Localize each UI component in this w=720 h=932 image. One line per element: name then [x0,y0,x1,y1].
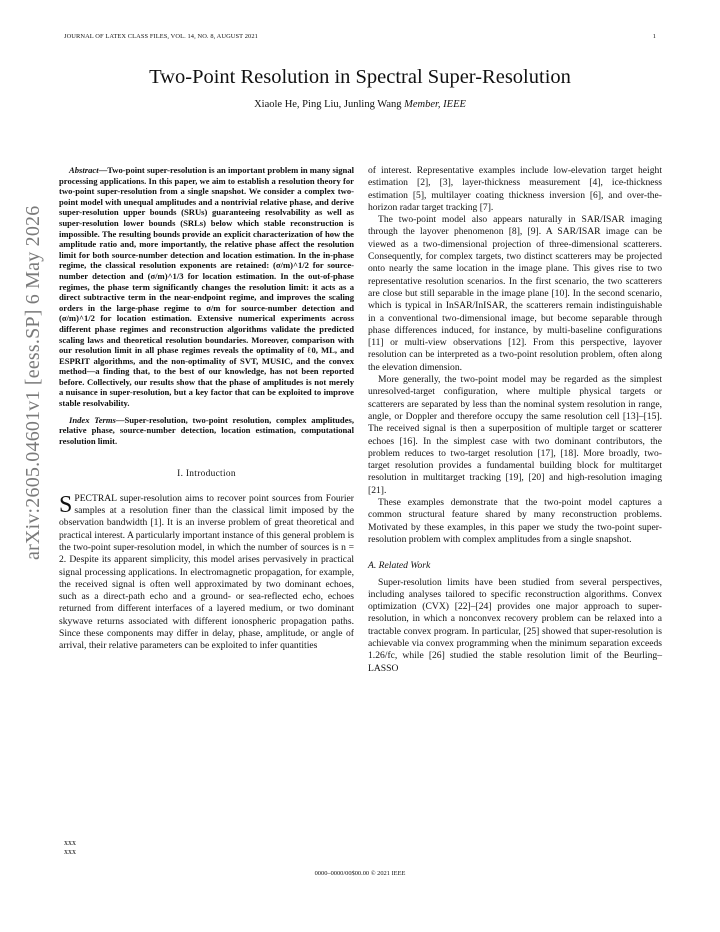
placeholder-line: xxx [64,847,76,856]
journal-name: JOURNAL OF LATEX CLASS FILES, VOL. 14, NO. 8, AUGUST 2021 [64,33,258,40]
intro-paragraph-4: These examples demonstrate that the two-point model captures a common structural feature shared by many reconstruction problems. Motivated by these examples, in this paper we study the two-point super-resolution problem with complex amplitudes from a single snapshot. [368,497,662,545]
paper-title: Two-Point Resolution in Spectral Super-Resolution [149,66,571,88]
copyright-footer: 0000–0000/00$00.00 © 2021 IEEE [314,870,406,877]
intro-paragraph-1 [59,493,354,653]
abstract-label: Abstract [69,165,99,175]
index-terms [59,415,354,447]
running-header [64,33,656,45]
section-heading-introduction: I. Introduction [177,469,236,480]
drop-cap: S [59,491,73,518]
right-column [368,165,662,675]
placeholder-lines [64,838,76,856]
index-terms-text: —Super-resolution, two-point resolution, complex amplitudes, relative phase, source-number detection, location estimation, computational resolution limit. [59,414,355,446]
abstract-text: —Two-point super-resolution is an important problem in many signal processing applications. In this paper, we aim to establish a resolution theory for two-point super-resolution from a single snapshot. We consider a complex two-point model with unequal amplitudes and a nontrivial relative phase, and derive super-resolution upper bounds (SRUs) guaranteeing resolvability as well as super-resolution lower bounds (SRLs) below which stable reconstruction is impossible. The resulting bounds provide an explicit characterization of how the amplitude ratio and, more importantly, the relative phase affect the resolution limit for both source-number detection and location estimation. In the in-phase regime, the classical resolution exponents are retained: (σ/m)^1/2 for source-number detection and (σ/m)^1/3 for location estimation. In the out-of-phase regimes, the phase term significantly changes the resolution limit: it acts as a direct subtractive term in the near-endpoint regime, and improves the scaling orders in the large-phase regime to σ/m for source-number detection and (σ/m)^1/2 for location estimation. Extensive numerical experiments across different phase regimes and reconstruction algorithms validate the predicted scaling laws and theoretical resolution boundaries. Moreover, comparison with our resolution limit in all phase regimes reveals the optimality of ℓ0, ML, and ESPRIT algorithms, and the non-optimality of SVT, MUSIC, and the convex method—a finding that, to the best of our knowledge, has not been reported before. Collectively, our results show that the phase of amplitudes is not merely a nuisance in super-resolution, but a key factor that can be exploited to improve stable resolvability. [59,165,354,409]
page-number: 1 [652,33,656,40]
arxiv-identifier: arXiv:2605.04601v1 [eess.SP] 6 May 2026 [22,205,44,560]
intro-paragraph-1-continued: of interest. Representative examples include low-elevation target height estimation [2], [3], layer-thickness measurement [4], ice-thickness estimation [5], multilayer coating thickness inversion [6], and over-the-horizon radar target tracking [7]. [368,165,662,213]
related-work-paragraph-1: Super-resolution limits have been studied from several perspectives, including analyses tailored to specific reconstruction algorithms. Convex optimization (CVX) [22]–[24] provides one major approach to super-resolution, in which a nonconvex recovery problem can be relaxed into a tractable convex program. In particular, [25] showed that super-resolution is achievable via convex programming when the minimum separation exceeds 1.26/fc, while [26] studied the stable resolution limit of the Beurling–LASSO [368,576,662,674]
subsection-heading-related-work: A. Related Work [368,560,431,572]
author-line [0,99,720,110]
author-names: Xiaole He, Ping Liu, Junling Wang [254,99,402,110]
intro-paragraph-1-text: PECTRAL super-resolution aims to recover point sources from Fourier samples at a resolution finer than the classical limit imposed by the observation bandwidth [1]. It is an inverse problem of great theoretical and practical interest. A particularly important instance of this general problem is the two-point super-resolution model, in which the number of sources is n = 2. Despite its apparent simplicity, this model arises pervasively in practical signal processing applications. In electromagnetic propagation, for example, the received signal is often well approximated by two dominant echoes, such as a direct-path echo and a ground- or sea-reflected echo, echoes returned from different interfaces of a layered medium, or two dominant skywave returns associated with different ionospheric propagation paths. Since these components may differ in delay, phase, amplitude, or angle of arrival, their relative parameters can be exploited to infer quantities [59,492,354,652]
left-column [59,165,354,653]
index-terms-label: Index Terms [69,414,116,425]
intro-paragraph-3: More generally, the two-point model may be regarded as the simplest unresolved-target configuration, where multiple physical targets or scatterers are separated by less than the nominal system resolution in range, angle, or Doppler and therefore occupy the same resolution cell [13]–[15]. The received signal is then a superposition of multiple target or scatterer echoes [16]. In the simplest case with two dominant contributors, the problem reduces to two-target resolution [17], [18]. More broadly, two-target resolution provides a fundamental building block for multitarget resolution in multitarget tracking [19], [20] and high-resolution imaging [21]. [368,374,662,496]
abstract [59,165,354,409]
author-role: Member, IEEE [404,99,466,110]
placeholder-line: xxx [64,838,76,847]
intro-paragraph-2: The two-point model also appears naturally in SAR/ISAR imaging through the layover phenomenon [8], [9]. A SAR/ISAR image can be viewed as a two-dimensional projection of three-dimensional scatterers. Consequently, for complex targets, two distinct scatterers may be projected onto nearly the same location in the image plane. This gives rise to two representative resolution scenarios. In the first scenario, the two scatterers are close but still separable in the image plane [10]. In the second scenario, which is typical in InSAR/InISAR, the scatterers remain indistinguishable in a conventional two-dimensional image, but become separable through phase differences induced, for instance, by multi-baseline configurations [11] or multi-view observations [12]. From this perspective, layover resolution can be interpreted as a two-point resolution problem, often along the elevation dimension. [368,214,662,373]
